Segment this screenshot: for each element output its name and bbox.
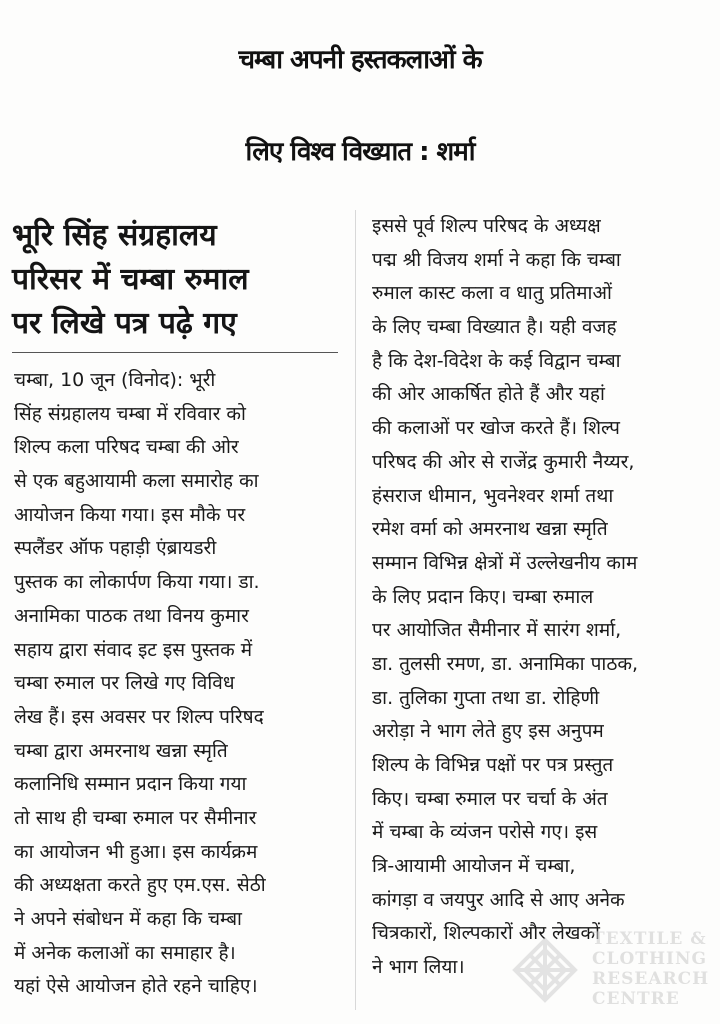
- article-line: से एक बहुआयामी कला समारोह का: [14, 470, 259, 493]
- article-line: किए। चम्बा रुमाल पर चर्चा के अंत: [372, 787, 608, 810]
- article-line: त्रि-आयामी आयोजन में चम्बा,: [372, 855, 576, 878]
- article-line: रमेश वर्मा को अमरनाथ खन्ना स्मृति: [372, 518, 608, 541]
- article-line: ने अपने संबोधन में कहा कि चम्बा: [14, 908, 242, 930]
- article-column-right: [372, 210, 702, 985]
- article-line: पद्म श्री विजय शर्मा ने कहा कि चम्बा: [372, 248, 621, 271]
- article-line: चम्बा रुमाल पर लिखे गए विविध: [14, 672, 235, 695]
- article-line: का आयोजन भी हुआ। इस कार्यक्रम: [14, 840, 258, 863]
- subheadline: [12, 214, 342, 346]
- article-line: स्पलैंडर ऑफ पहाड़ी एंब्रायडरी: [14, 537, 217, 560]
- watermark-line-4: CENTRE: [592, 989, 680, 1009]
- article-line: सहाय द्वारा संवाद इट इस पुस्तक में: [14, 638, 253, 661]
- article-line: यहां ऐसे आयोजन होते रहने चाहिए।: [14, 975, 258, 998]
- subheadline-line-1: भूरि सिंह संग्रहालय: [12, 218, 217, 253]
- article-line: आयोजन किया गया। इस मौके पर: [14, 503, 246, 526]
- article-line: सम्मान विभिन्न क्षेत्रों में उल्लेखनीय काम: [372, 551, 638, 574]
- article-line: इससे पूर्व शिल्प परिषद के अध्यक्ष: [372, 215, 601, 237]
- headline-line-2: लिए विश्व विख्यात : शर्मा: [245, 137, 475, 167]
- article-line: पुस्तक का लोकार्पण किया गया। डा.: [14, 571, 260, 594]
- article-line: की ओर आकर्षित होते हैं और यहां: [372, 383, 605, 406]
- column-divider: [355, 210, 356, 1010]
- article-line: तो साथ ही चम्बा रुमाल पर सैमीनार: [14, 806, 257, 829]
- article-column-left: [14, 364, 340, 1004]
- watermark-line-3: RESEARCH: [592, 969, 710, 989]
- article-line: ने भाग लिया।: [372, 956, 465, 979]
- headline: [0, 14, 720, 198]
- article-line: अरोड़ा ने भाग लेते हुए इस अनुपम: [372, 720, 604, 743]
- article-line: डा. तुलिका गुप्ता तथा डा. रोहिणी: [372, 686, 600, 709]
- article-line: हंसराज धीमान, भुवनेश्वर शर्मा तथा: [372, 484, 614, 507]
- article-line: चित्रकारों, शिल्पकारों और लेखकों: [372, 922, 600, 945]
- subheadline-rule: [12, 352, 338, 353]
- subheadline-line-3: पर लिखे पत्र पढ़े गए: [12, 306, 237, 341]
- article-line: शिल्प के विभिन्न पक्षों पर पत्र प्रस्तुत: [372, 754, 614, 776]
- watermark-line-2: CLOTHING: [592, 949, 708, 969]
- watermark-logo: [510, 905, 720, 1015]
- article-line: रुमाल कास्ट कला व धातु प्रतिमाओं: [372, 282, 612, 305]
- article-line: चम्बा, 10 जून (विनोद): भूरी: [14, 369, 216, 391]
- watermark-line-1: TEXTILE &: [592, 929, 707, 949]
- watermark-lattice-icon: [510, 935, 580, 1005]
- subheadline-line-2: परिसर में चम्बा रुमाल: [12, 262, 249, 297]
- article-line: अनामिका पाठक तथा विनय कुमार: [14, 604, 249, 627]
- watermark-text: [592, 929, 709, 1009]
- article-line: के लिए प्रदान किए। चम्बा रुमाल: [372, 585, 594, 608]
- article-line: डा. तुलसी रमण, डा. अनामिका पाठक,: [372, 652, 638, 675]
- article-line: परिषद की ओर से राजेंद्र कुमारी नैय्यर,: [372, 450, 635, 473]
- article-line: है कि देश-विदेश के कई विद्वान चम्बा: [372, 349, 621, 372]
- article-line: के लिए चम्बा विख्यात है। यही वजह: [372, 316, 617, 339]
- article-line: चम्बा द्वारा अमरनाथ खन्ना स्मृति: [14, 739, 228, 762]
- article-line: शिल्प कला परिषद चम्बा की ओर: [14, 436, 239, 459]
- headline-line-1: चम्बा अपनी हस्तकलाओं के: [238, 45, 482, 75]
- article-line: की कलाओं पर खोज करते हैं। शिल्प: [372, 417, 620, 440]
- article-line: लेख हैं। इस अवसर पर शिल्प परिषद: [14, 705, 264, 728]
- article-line: की अध्यक्षता करते हुए एम.एस. सेठी: [14, 874, 266, 897]
- article-line: में चम्बा के व्यंजन परोसे गए। इस: [372, 821, 598, 844]
- article-line: कांगड़ा व जयपुर आदि से आए अनेक: [372, 888, 625, 911]
- article-line: में अनेक कलाओं का समाहार है।: [14, 941, 236, 964]
- article-line: कलानिधि सम्मान प्रदान किया गया: [14, 773, 247, 796]
- article-line: पर आयोजित सैमीनार में सारंग शर्मा,: [372, 619, 622, 642]
- article-line: सिंह संग्रहालय चम्बा में रविवार को: [14, 402, 246, 425]
